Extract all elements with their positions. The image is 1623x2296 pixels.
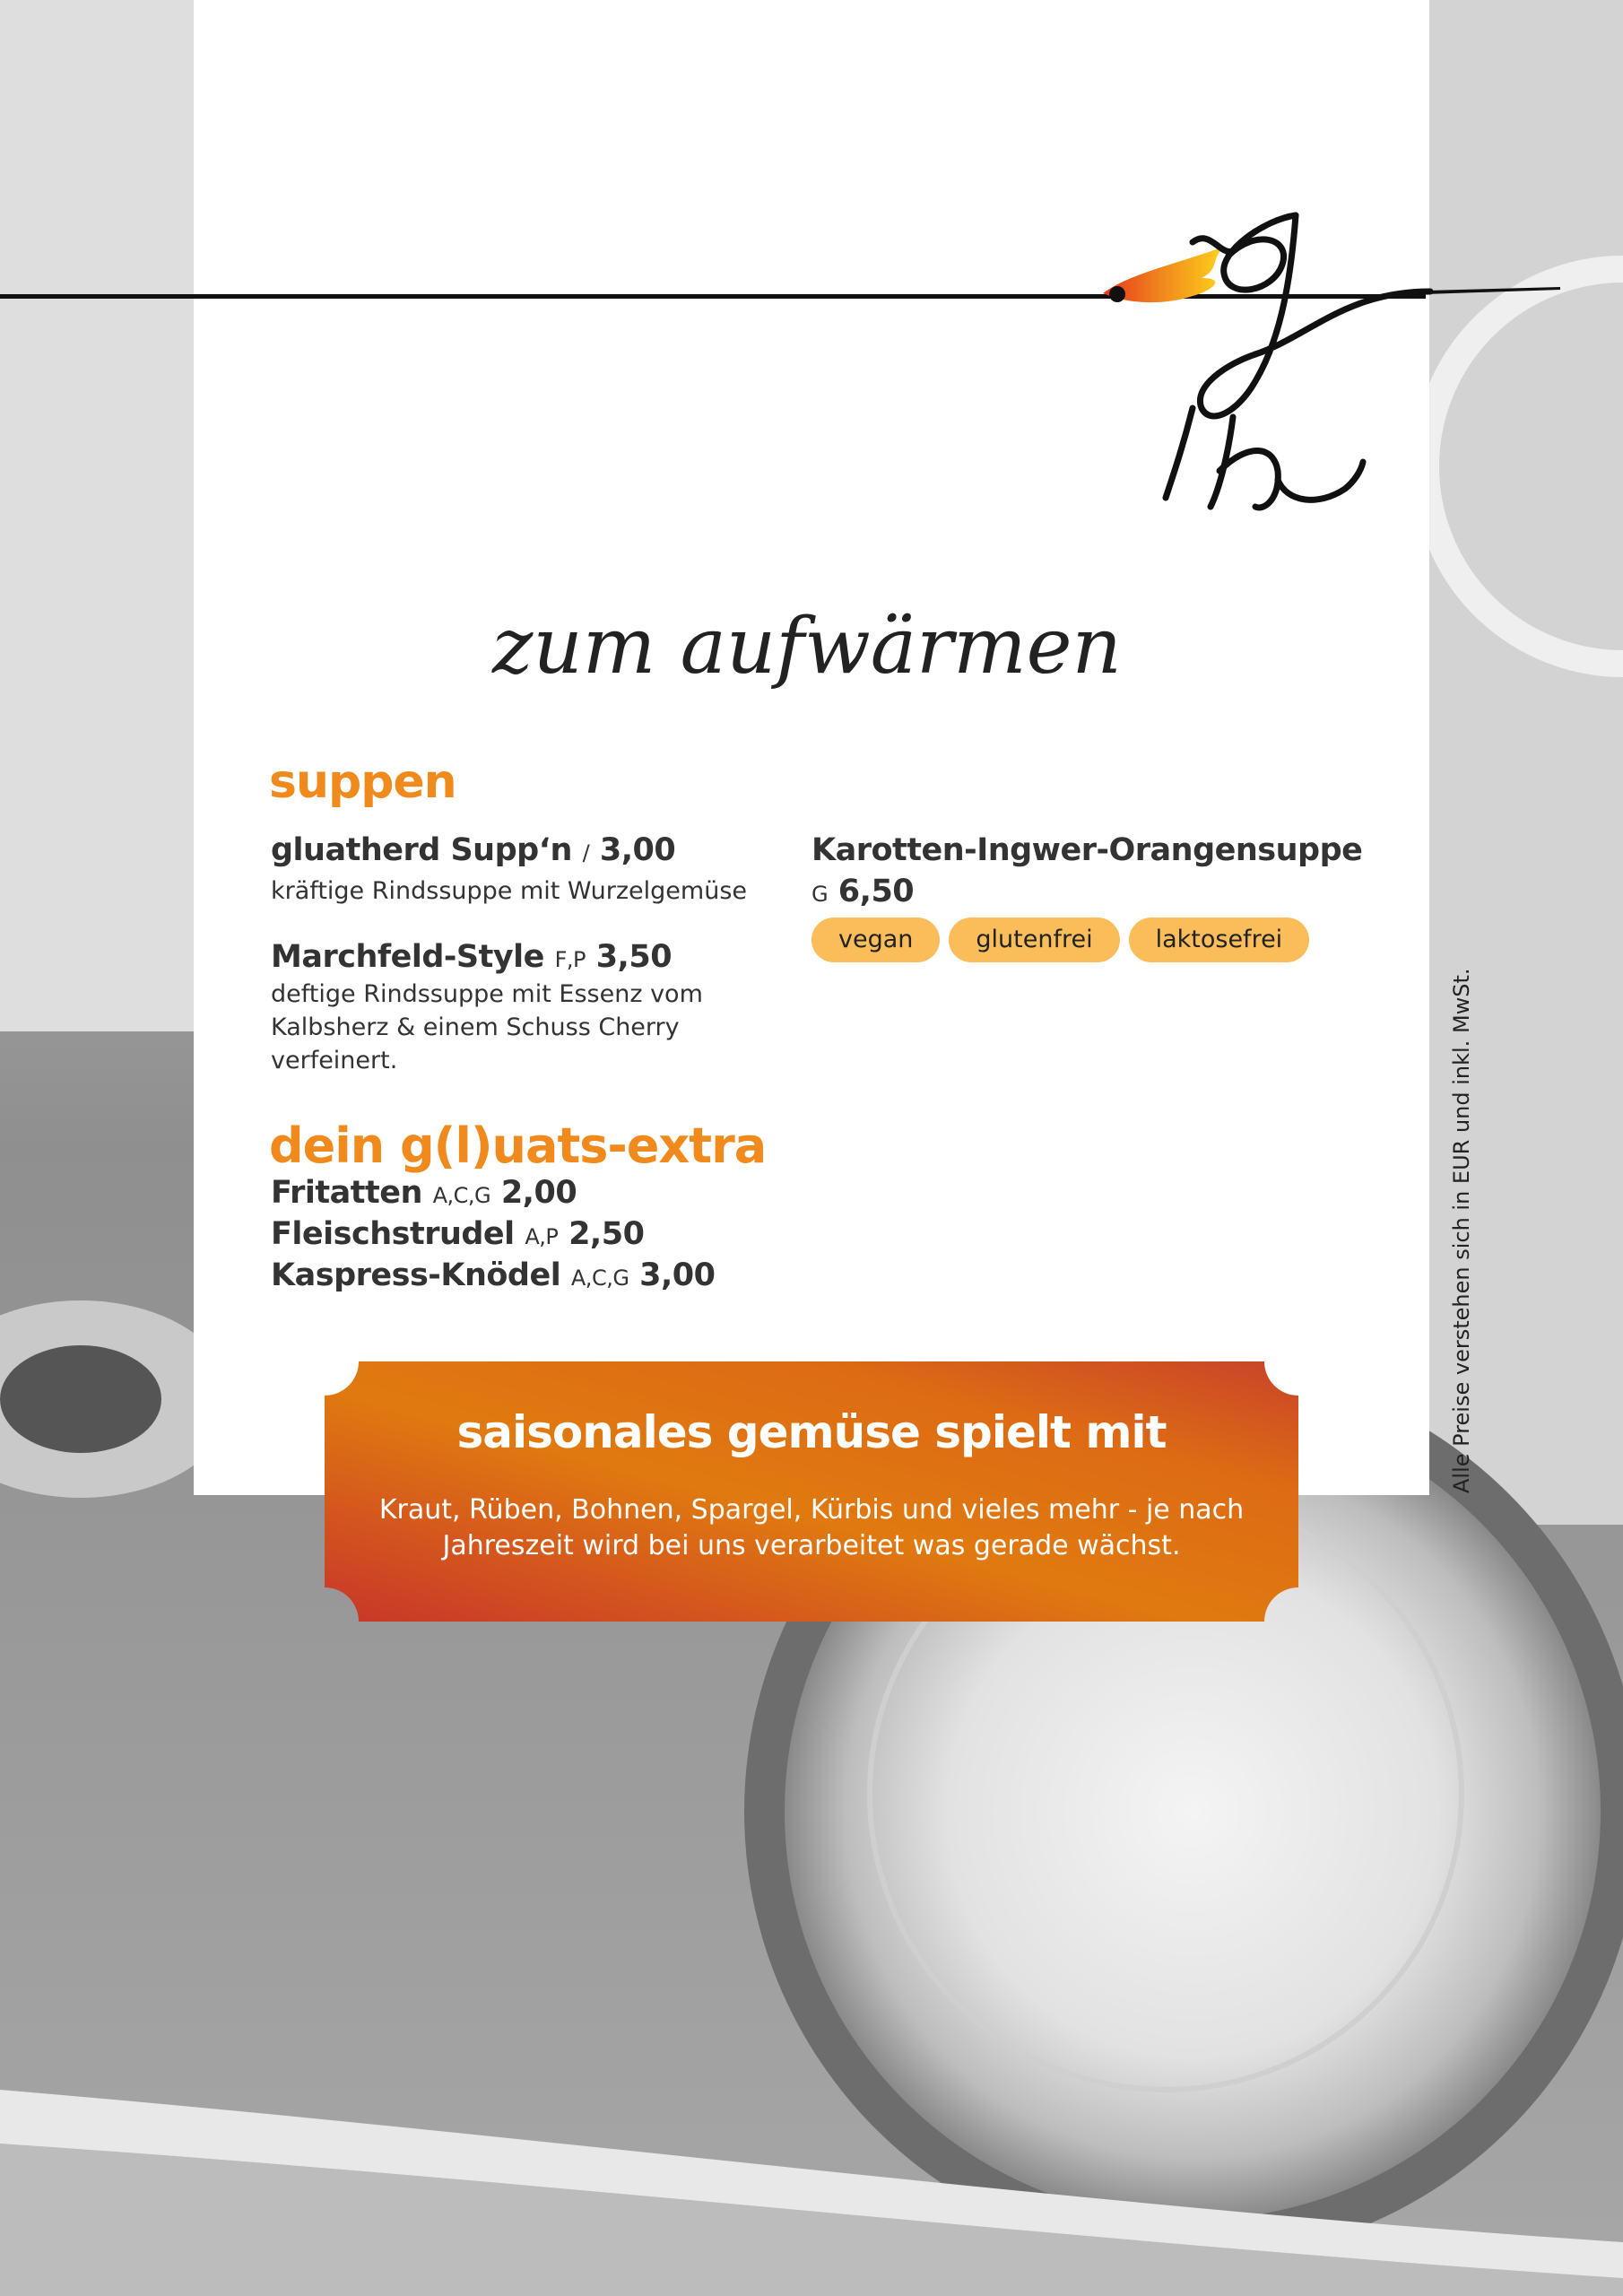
price: 6,50 (838, 874, 915, 909)
menu-item-description: deftige Rindssuppe mit Essenz vom Kalbsherz & einem Schuss Cherry verfeinert. (271, 980, 703, 1074)
price: 2,00 (500, 1175, 577, 1211)
page-heading (466, 583, 1148, 735)
price: 3,00 (599, 832, 676, 868)
allergen-codes: A,C,G (432, 1183, 491, 1208)
diet-tag: vegan (812, 918, 940, 962)
price: 3,00 (639, 1257, 716, 1293)
allergen-codes: G (812, 882, 829, 907)
allergen-codes: F,P (554, 947, 586, 972)
menu-item-price-line (812, 874, 914, 909)
gh-logo-icon (1076, 202, 1435, 525)
price: 3,50 (595, 939, 673, 975)
extra-item: Kaspress-Knödel A,C,G 3,00 (271, 1257, 716, 1293)
allergen-codes: A,C,G (570, 1265, 629, 1291)
diet-tags (812, 918, 1309, 962)
menu-item-name: gluatherd Supp‘n / 3,00 (271, 832, 676, 868)
banner-text: Kraut, Rüben, Bohnen, Spargel, Kürbis und vieles mehr - je nach Jahreszeit wird bei uns verarbeitet was gerade wächst. (378, 1494, 1245, 1561)
menu-item-name: Karotten-Ingwer-Orangensuppe (812, 832, 1363, 868)
svg-text:zum aufwärmen: zum aufwärmen (492, 602, 1122, 691)
allergen-codes: A,P (525, 1224, 559, 1249)
section-title-suppen: suppen (269, 755, 456, 809)
allergen-codes: / (582, 840, 590, 865)
menu-item-description: kräftige Rindssuppe mit Wurzelgemüse (271, 877, 748, 905)
price: 2,50 (568, 1216, 645, 1252)
header-rule-end (1426, 287, 1560, 294)
diet-tag: glutenfrei (949, 918, 1119, 962)
seasonal-banner (325, 1361, 1298, 1622)
diet-tag: laktosefrei (1129, 918, 1310, 962)
extra-item: Fleischstrudel A,P 2,50 (271, 1216, 645, 1252)
banner-title: saisonales gemüse spielt mit (456, 1406, 1167, 1458)
section-title-extras: dein g(l)uats-extra (269, 1118, 767, 1174)
banner-background (325, 1361, 1298, 1622)
price-note: Alle Preise verstehen sich in EUR und inkl. MwSt. (1449, 968, 1474, 1493)
menu-item-name: Marchfeld-Style F,P 3,50 (271, 939, 673, 975)
extra-item: Fritatten A,C,G 2,00 (271, 1175, 577, 1211)
